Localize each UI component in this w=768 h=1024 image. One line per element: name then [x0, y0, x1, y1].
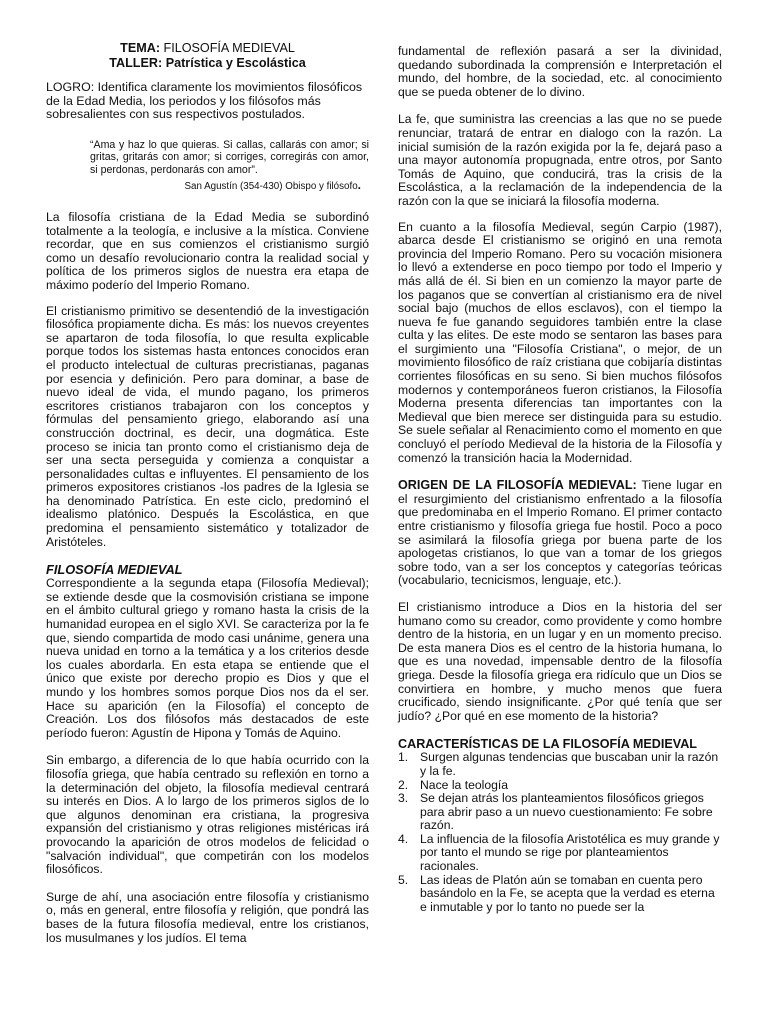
tema-line: TEMA: FILOSOFÍA MEDIEVAL: [120, 41, 295, 55]
taller-line: TALLER: Patrística y Escolástica: [109, 56, 306, 70]
section-heading: CARACTERÍSTICAS DE LA FILOSOFÍA MEDIEVAL: [398, 737, 697, 752]
paragraph: La fe, que suministra las creencias a las que no se puede renunciar, tratará de entrar en dialogo con la razón. La inicial sumisión de la razón exigida por la fe, dejará paso a una mayor autonomía propugnada, entre otros, por Santo Tomás de Aquino, que conducirá, tras la crisis de la Escolástica, a la reclamación de la independencia de la razón con la que se iniciará la filosofía moderna.: [398, 112, 722, 208]
list-item: 2. Nace la teología: [398, 777, 509, 792]
logro-paragraph: LOGRO: Identifica claramente los movimientos filosóficos de la Edad Media, los periodos y los filósofos más sobresalientes con sus respectivos postulados.: [46, 80, 363, 122]
paragraph: Sin embargo, a diferencia de lo que había ocurrido con la filosofía griega, que había centrado su reflexión en torno a la determinación del objeto, la filosofía medieval centrará su interés en Dios. A lo largo de los primeros siglos de lo que algunos denominan era cristiana, la progresiva expansión del cristianismo y otras religiones mistéricas irá provocando la aparición de otros modelos de felicidad o "salvación individual", que competirán con los modelos filosóficos.: [46, 753, 369, 877]
list-item: 4. La influencia de la filosofía Aristotélica es muy grande y por tanto el mundo se rige por planteamientos racionales.: [398, 831, 720, 874]
paragraph: fundamental de reflexión pasará a ser la divinidad, quedando subordinada la comprensión e Interpretación el mundo, del hombre, de la sociedad, etc. al conocimiento que se pueda obtener de lo divino.: [398, 44, 722, 99]
document-title: [46, 41, 369, 71]
section-heading: ORIGEN DE LA FILOSOFÍA MEDIEVAL:: [398, 478, 637, 493]
section-heading: FILOSOFÍA MEDIEVAL: [46, 562, 183, 578]
epigraph-quote: “Ama y haz lo que quieras. Si callas, callarás con amor; si gritas, gritarás con amor; si corriges, corregirás con amor, si perdonas, perdonarás con amor”.: [90, 138, 369, 176]
left-column: [46, 0, 369, 945]
right-column: [398, 0, 722, 914]
quote-attribution: San Agustín (354-430) Obispo y filósofo.: [184, 178, 361, 192]
paragraph: El cristianismo primitivo se desentendió de la investigación filosófica propiamente dicha. Es más: los nuevos creyentes se apartaron de toda filosofía, lo que resulta explicable porque todos los sistemas hasta entonces conocidos eran el producto intelectual de culturas precristianas, paganas por esencia y definición. Pero para dominar, a base de nuevo ideal de vida, el mundo pagano, los primeros escritores cristianos trabajaron con los conceptos y fórmulas del pensamiento griego, elaborando así una construcción doctrinal, es decir, una dogmática. Este proceso se inicia tan pronto como el cristianismo deja de ser una secta perseguida y comienza a conquistar a personalidades cultas e influyentes. El pensamiento de los primeros expositores cristianos -los padres de la Iglesia se ha denominado Patrística. En este ciclo, predominó el idealismo platónico. Después la Escolástica, en que predomina el pensamiento sistemático y totalizador de Aristóteles.: [46, 303, 369, 549]
list-item: 3. Se dejan atrás los planteamientos filosóficos griegos para abrir paso a un nuevo cuestionamiento: Fe sobre razón.: [398, 791, 713, 833]
paragraph: Correspondiente a la segunda etapa (Filosofía Medieval); se extiende desde que la cosmovisión cristiana se impone en el ámbito cultural griego y romano hasta la crisis de la humanidad europea en el siglo XVI. Se caracteriza por la fe que, siendo compartida de modo casi unánime, genera una nueva unidad en torno a la temática y a los criterios desde los cuales abordarla. En esta etapa se entiende que el único que existe por derecho propio es Dios y que el mundo y los hombres somos porque Dios nos da el ser. Hace su aparición (en la Filosofía) el concepto de Creación. Los dos filósofos más destacados de este período fueron: Agustín de Hipona y Tomás de Aquino.: [46, 576, 369, 740]
paragraph: En cuanto a la filosofía Medieval, según Carpio (1987), abarca desde El cristianismo se originó en una remota provincia del Imperio Romano. Pero su vocación misionera lo llevó a extenderse en poco tiempo por todo el Imperio y más allá de él. Si bien en un comienzo la mayor parte de los paganos que se convertían al cristianismo era de nivel social bajo (muchos de ellos esclavos), con el tiempo la nueva fe fue ganando seguidores también entre la clase culta y las elites. De este modo se sentaron las bases para el surgimiento una "Filosofía Cristiana", o mejor, de un movimiento filosófico de raíz cristiana que cobijaría distintas corrientes filosóficas en su seno. Si bien muchos filósofos modernos y contemporáneos fueron cristianos, la Filosofía Moderna presenta diferencias tan importantes con la Medieval que bien merece ser distinguida para su estudio. Se suele señalar al Renacimiento como el momento en que concluyó el período Medieval de la historia de la Filosofía y comenzó la transición hacia la Modernidad.: [398, 219, 722, 465]
paragraph: Surge de ahí, una asociación entre filosofía y cristianismo o, más en general, entre filosofía y religión, que pondrá las bases de la futura filosofía medieval, entre los cristianos, los musulmanes y los judíos. El tema: [46, 889, 369, 945]
paragraph: La filosofía cristiana de la Edad Media se subordinó totalmente a la teología, e inclusive a la mística. Conviene recordar, que en sus comienzos el cristianismo surgió como un desafío revolucionario contra la realidad social y política de los primeros siglos de nuestra era etapa de máximo poderío del Imperio Romano.: [46, 210, 369, 292]
origen-paragraph: ORIGEN DE LA FILOSOFÍA MEDIEVAL: Tiene lugar en el resurgimiento del cristianismo enfrentado a la filosofía que predominaba en el Imperio Romano. El primer contacto entre cristianismo y filosofía griega fue hostil. Poco a poco se asimilará la filosofía griega por buena parte de los apologetas cristianos, lo que van a tomar de los griegos sobre todo, van a ser los conceptos y categorías teóricas (vocabulario, tecnicismos, lenguaje, etc.).: [398, 478, 722, 588]
characteristics-list: [398, 751, 722, 914]
list-item: 5. Las ideas de Platón aún se tomaban en cuenta pero basándolo en la Fe, se acepta que la verdad es eterna e inmutable y por lo tanto no puede ser la: [398, 872, 715, 914]
paragraph: El cristianismo introduce a Dios en la historia del ser humano como su creador, como providente y como hombre dentro de la historia, en un lugar y en un momento preciso. De esta manera Dios es el centro de la historia humana, lo que es una novedad, impensable dentro de la filosofía griega. Desde la filosofía griega era ridículo que un Dios se convirtiera en hombre, y mucho menos que fuera crucificado, siendo insignificante. ¿Por qué tenía que ser judío? ¿Por qué en ese momento de la historia?: [398, 599, 722, 723]
list-item: 1. Surgen algunas tendencias que buscaban unir la razón y la fe.: [398, 750, 719, 778]
